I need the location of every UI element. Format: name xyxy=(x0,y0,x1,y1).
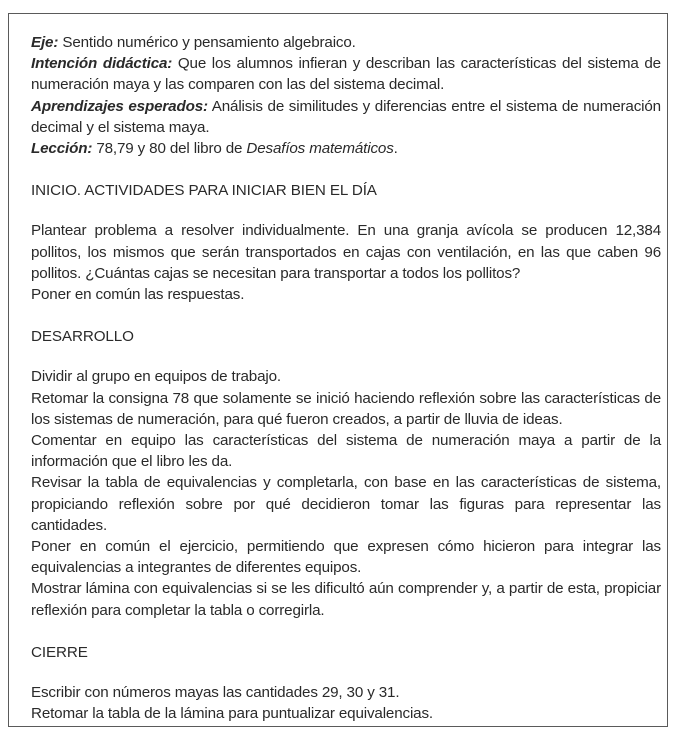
eje-text: Sentido numérico y pensamiento algebraico. xyxy=(58,34,356,51)
intencion-label: Intención didáctica: xyxy=(31,55,173,73)
inicio-heading: INICIO. ACTIVIDADES PARA INICIAR BIEN EL DÍA xyxy=(31,182,377,200)
aprendizajes-line xyxy=(31,96,661,138)
aprendizajes-text: Análisis de similitudes y diferencias entre el sistema de numeración decimal y el sistema maya. xyxy=(31,97,661,136)
inicio-paragraph: Poner en común las respuestas. xyxy=(31,286,245,304)
cierre-paragraph: Retomar la tabla de la lámina para puntualizar equivalencias. xyxy=(31,705,433,723)
intencion-text: Que los alumnos infieran y describan las características del sistema de numeración maya y las comparen con las del sistema decimal. xyxy=(31,55,661,94)
desarrollo-paragraph: Revisar la tabla de equivalencias y completarla, con base en las características de sistema, propiciando reflexión sobre por qué decidieron tomar las figuras para representar las cantidades. xyxy=(31,474,661,534)
leccion-end: . xyxy=(393,140,398,158)
desarrollo-heading: DESARROLLO xyxy=(31,328,134,346)
leccion-line xyxy=(31,138,661,159)
eje-label: Eje: xyxy=(31,34,59,51)
desarrollo-paragraph: Poner en común el ejercicio, permitiendo que expresen cómo hicieron para integrar las equivalencias a integrantes de diferentes equipos. xyxy=(31,538,661,577)
aprendizajes-label: Aprendizajes esperados: xyxy=(31,97,208,115)
desarrollo-paragraph: Retomar la consigna 78 que solamente se inició haciendo reflexión sobre las características de los sistemas de numeración, para qué fueron creados, a partir de lluvia de ideas. xyxy=(31,389,661,428)
inicio-paragraph: Plantear problema a resolver individualmente. En una granja avícola se producen 12,384 pollitos, los mismos que serán transportados en cajas con ventilación, en las que caben 96 pollitos. ¿Cuántas cajas se necesitan para transportar a todos los pollitos? xyxy=(31,222,661,282)
intencion-line xyxy=(31,53,661,95)
eje-line xyxy=(31,32,661,53)
leccion-label: Lección: xyxy=(31,140,93,158)
desarrollo-paragraph: Dividir al grupo en equipos de trabajo. xyxy=(31,368,281,386)
lesson-plan-content xyxy=(31,32,661,724)
cierre-paragraph: Escribir con números mayas las cantidades 29, 30 y 31. xyxy=(31,684,400,702)
desarrollo-paragraph: Mostrar lámina con equivalencias si se les dificultó aún comprender y, a partir de esta, propiciar reflexión para completar la tabla o corregirla. xyxy=(31,580,661,619)
leccion-book-title: Desafíos matemáticos xyxy=(246,140,394,158)
desarrollo-paragraph: Comentar en equipo las características del sistema de numeración maya a partir de la información que el libro les da. xyxy=(31,432,661,471)
cierre-heading: CIERRE xyxy=(31,643,88,661)
leccion-text: 78,79 y 80 del libro de xyxy=(92,140,247,158)
lesson-plan-box xyxy=(8,13,668,727)
